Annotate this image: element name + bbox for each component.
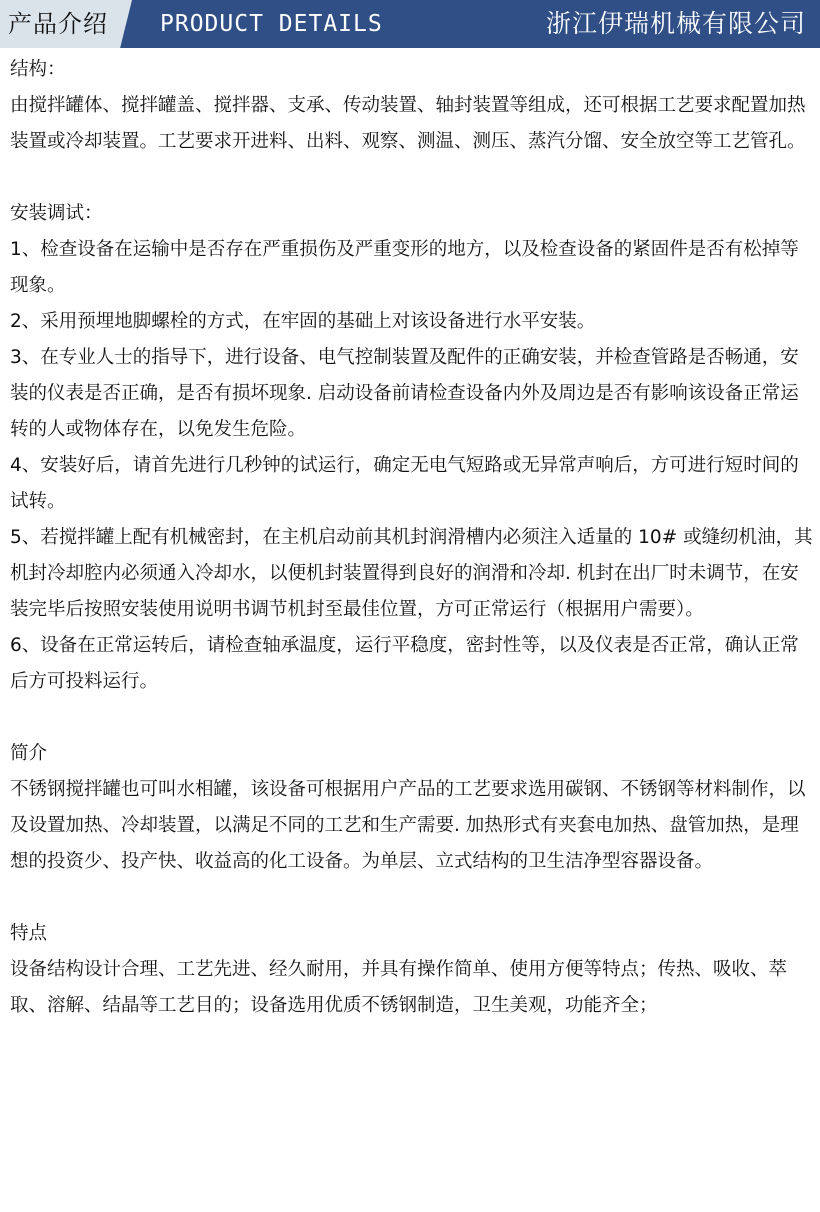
intro-heading: 简介	[10, 743, 48, 764]
header-english-title: PRODUCT DETAILS	[160, 11, 383, 37]
header-company-name: 浙江伊瑞机械有限公司	[545, 9, 806, 38]
installation-item: 2、采用预埋地脚螺栓的方式，在牢固的基础上对该设备进行水平安装。	[10, 311, 596, 332]
structure-body: 由搅拌罐体、搅拌罐盖、搅拌器、支承、传动装置、轴封装置等组成，还可根据工艺要求配置加热装置或冷却装置。工艺要求开进料、出料、观察、测温、测压、蒸汽分馏、安全放空等工艺管孔。	[10, 95, 806, 152]
structure-heading: 结构：	[10, 59, 66, 80]
section-spacer	[10, 160, 816, 196]
header-bar	[0, 0, 820, 48]
installation-item: 3、在专业人士的指导下，进行设备、电气控制装置及配件的正确安装，并检查管路是否畅通，安装的仪表是否正确，是否有损坏现象. 启动设备前请检查设备内外及周边是否有影响该设备正常运转的人或物体存在，以免发生危险。	[10, 347, 799, 440]
installation-item: 4、安装好后，请首先进行几秒钟的试运行，确定无电气短路或无异常声响后，方可进行短时间的试转。	[10, 455, 799, 512]
header-tab-label: 产品介绍	[8, 10, 108, 38]
product-details-content	[10, 52, 816, 1024]
installation-item: 1、检查设备在运输中是否存在严重损伤及严重变形的地方，以及检查设备的紧固件是否有松掉等现象。	[10, 239, 799, 296]
section-spacer	[10, 880, 816, 916]
features-body: 设备结构设计合理、工艺先进、经久耐用，并具有操作简单、使用方便等特点；传热、吸收、萃取、溶解、结晶等工艺目的；设备选用优质不锈钢制造，卫生美观，功能齐全；	[10, 959, 788, 1016]
features-heading: 特点	[10, 923, 48, 944]
intro-body: 不锈钢搅拌罐也可叫水相罐，该设备可根据用户产品的工艺要求选用碳钢、不锈钢等材料制作，以及设置加热、冷却装置，以满足不同的工艺和生产需要. 加热形式有夹套电加热、盘管加热，是理想的投资少、投产快、收益高的化工设备。为单层、立式结构的卫生洁净型容器设备。	[10, 779, 806, 872]
installation-heading: 安装调试：	[10, 203, 103, 224]
section-spacer	[10, 700, 816, 736]
installation-item: 6、设备在正常运转后，请检查轴承温度，运行平稳度，密封性等，以及仪表是否正常，确认正常后方可投料运行。	[10, 635, 799, 692]
installation-item: 5、若搅拌罐上配有机械密封，在主机启动前其机封润滑槽内必须注入适量的 10# 或缝纫机油，其机封冷却腔内必须通入冷却水，以便机封装置得到良好的润滑和冷却. 机封在出厂时未调节，在安装完毕后按照安装使用说明书调节机封至最佳位置，方可正常运行（根据用户需要）。	[10, 527, 813, 620]
